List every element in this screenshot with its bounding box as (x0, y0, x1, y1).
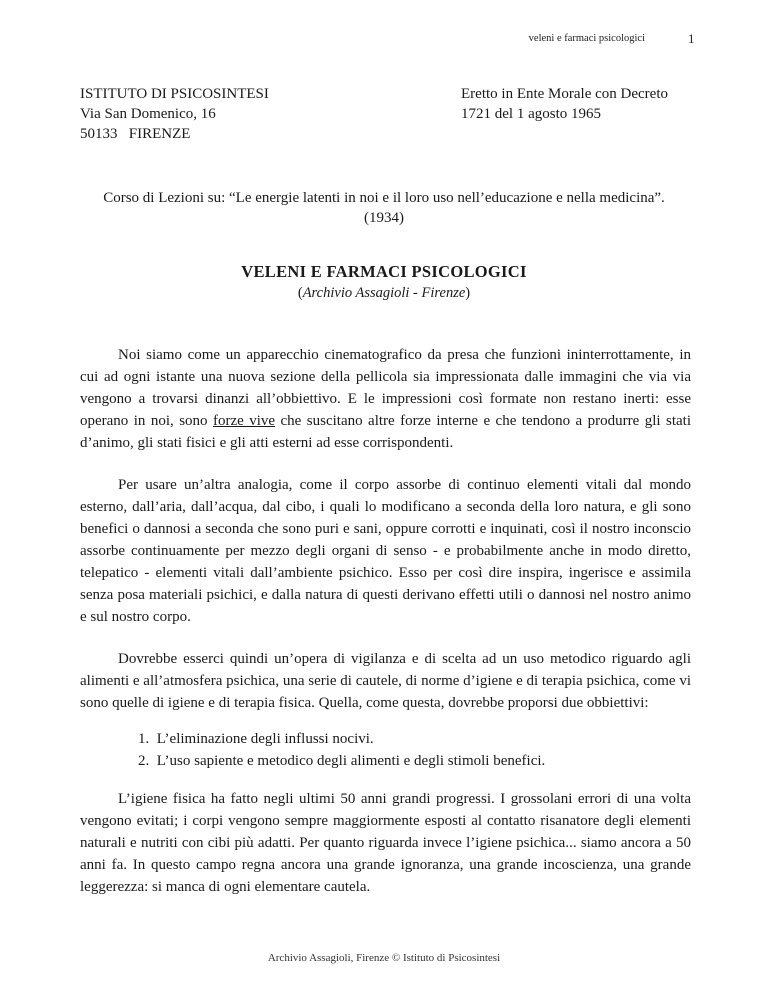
running-header (0, 33, 768, 49)
source-text: Archivio Assagioli - Firenze (302, 285, 466, 301)
institute-decree (461, 84, 668, 124)
institute-address (80, 84, 269, 144)
page-footer: Archivio Assagioli, Firenze © Istituto di Psicosintesi (267, 952, 501, 964)
paragraph-3: Dovrebbe esserci quindi un’opera di vigilanza e di scelta ad un uso metodico riguardo agli alimenti e all’atmosfera psichica, una serie di cautele, di norme d’igiene e di terapia psichica, come vi sono quelle di igiene e di terapia fisica. Quella, come questa, dovrebbe proporsi due obbiettivi: (80, 651, 691, 711)
source-note (0, 285, 768, 302)
document-body (80, 344, 691, 918)
underlined-phrase: forze vive (213, 413, 276, 429)
decree-line-2: 1721 del 1 agosto 1965 (461, 106, 601, 122)
course-year: (1934) (364, 210, 404, 226)
institute-city: 50133 FIRENZE (80, 126, 191, 142)
institute-street: Via San Domenico, 16 (80, 106, 216, 122)
source-close-paren: ) (465, 285, 471, 301)
page-title: VELENI E FARMACI PSICOLOGICI (241, 262, 527, 281)
course-heading (60, 188, 708, 228)
list-item: 2. L’uso sapiente e metodico degli alimenti e degli stimoli benefici. (138, 753, 546, 769)
course-title: Corso di Lezioni su: “Le energie latenti in noi e il loro uso nell’educazione e nella medicina”. (103, 190, 665, 206)
paragraph-1 (80, 344, 691, 454)
source-open-paren: ( (297, 285, 303, 301)
paragraph-1-text-b: che suscitano altre forze interne e che tendono a produrre gli stati d’animo, gli stati fisici e gli atti esterni ad esse corrispondenti. (80, 413, 692, 451)
institute-name: ISTITUTO DI PSICOSINTESI (80, 86, 269, 102)
page-number: 1 (688, 31, 695, 46)
decree-line-1: Eretto in Ente Morale con Decreto (461, 86, 668, 102)
list-item: 1. L’eliminazione degli influssi nocivi. (138, 731, 374, 747)
objectives-list (80, 728, 691, 772)
paragraph-4: L’igiene fisica ha fatto negli ultimi 50 anni grandi progressi. I grossolani errori di una volta vengono evitati; i corpi vengono sempre maggiormente esposti al contatto risanatore degli elementi naturali e nutriti con cibi più adatti. Per quanto riguarda invece l’igiene psichica... siamo ancora a 50 anni fa. In questo campo regna ancora una grande ignoranza, una grande incoscienza, una grande leggerezza: si manca di ogni elementare cautela. (80, 791, 691, 895)
running-title: veleni e farmaci psicologici (528, 33, 645, 44)
paragraph-1-text-a: Noi siamo come un apparecchio cinematografico da presa che funzioni ininterrottamente, in cui ad ogni istante una nuova sezione della pellicola sia impressionata dalle immagini che via via vengono a trovarsi dinanzi all’obbiettivo. E le impressioni così formate non restano inerti: esse operano in noi, sono (80, 347, 691, 429)
paragraph-2: Per usare un’altra analogia, come il corpo assorbe di continuo elementi vitali dal mondo esterno, dall’aria, dall’acqua, dal cibo, i quali lo modificano a seconda della loro natura, e gli sono benefici o dannosi a seconda che sono puri e sani, oppure corrotti e inquinati, così il nostro inconscio assorbe continuamente per mezzo degli organi di senso - e probabilmente anche in modo diretto, telepatico - elementi vitali dall’ambiente psichico. Esso per così dire inspira, ingerisce e assimila senza posa materiali psichici, e dalla natura di questi derivano effetti utili o dannosi nel nostro animo e sul nostro corpo. (80, 477, 691, 625)
